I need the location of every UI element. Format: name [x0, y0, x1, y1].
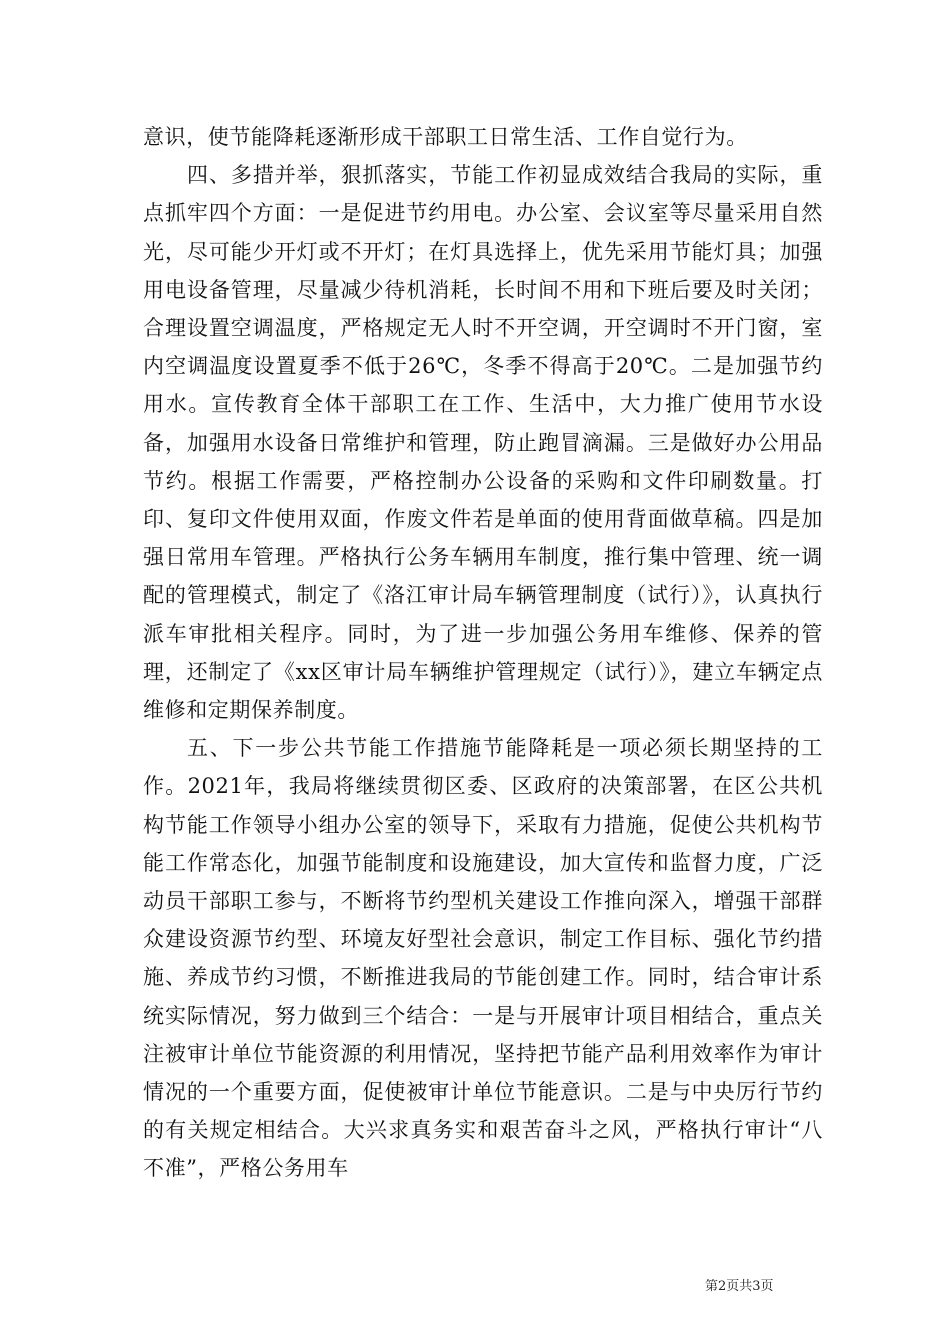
- paragraph-section-five: 五、下一步公共节能工作措施节能降耗是一项必须长期坚持的工作。2021年，我局将继续贯彻区委、区政府的决策部署，在区公共机构节能工作领导小组办公室的领导下，采取有力措施，促使公共机构节能工作常态化，加强节能制度和设施建设，加大宣传和监督力度，广泛动员干部职工参与，不断将节约型机关建设工作推向深入，增强干部群众建设资源节约型、环境友好型社会意识，制定工作目标、强化节约措施、养成节约习惯，不断推进我局的节能创建工作。同时，结合审计系统实际情况，努力做到三个结合：一是与开展审计项目相结合，重点关注被审计单位节能资源的利用情况，坚持把节能产品利用效率作为审计情况的一个重要方面，促使被审计单位节能意识。二是与中央厉行节约的有关规定相结合。大兴求真务实和艰苦奋斗之风，严格执行审计“八不准”，严格公务用车: [143, 736, 823, 1181]
- page-number-footer: 第2页共3页: [705, 1279, 774, 1294]
- paragraph-continuation: 意识，使节能降耗逐渐形成干部职工日常生活、工作自觉行为。: [143, 125, 748, 149]
- document-body: [143, 118, 823, 1188]
- paragraph-section-four: 四、多措并举，狠抓落实，节能工作初显成效结合我局的实际，重点抓牢四个方面：一是促进节约用电。办公室、会议室等尽量采用自然光，尽可能少开灯或不开灯；在灯具选择上，优先采用节能灯具；加强用电设备管理，尽量减少待机消耗，长时间不用和下班后要及时关闭；合理设置空调温度，严格规定无人时不开空调，开空调时不开门窗，室内空调温度设置夏季不低于26℃，冬季不得高于20℃。二是加强节约用水。宣传教育全体干部职工在工作、生活中，大力推广使用节水设备，加强用水设备日常维护和管理，防止跑冒滴漏。三是做好办公用品节约。根据工作需要，严格控制办公设备的采购和文件印刷数量。打印、复印文件使用双面，作废文件若是单面的使用背面做草稿。四是加强日常用车管理。严格执行公务车辆用车制度，推行集中管理、统一调配的管理模式，制定了《洛江审计局车辆管理制度（试行）》，认真执行派车审批相关程序。同时，为了进一步加强公务用车维修、保养的管理，还制定了《xx区审计局车辆维护管理规定（试行）》，建立车辆定点维修和定期保养制度。: [143, 163, 823, 723]
